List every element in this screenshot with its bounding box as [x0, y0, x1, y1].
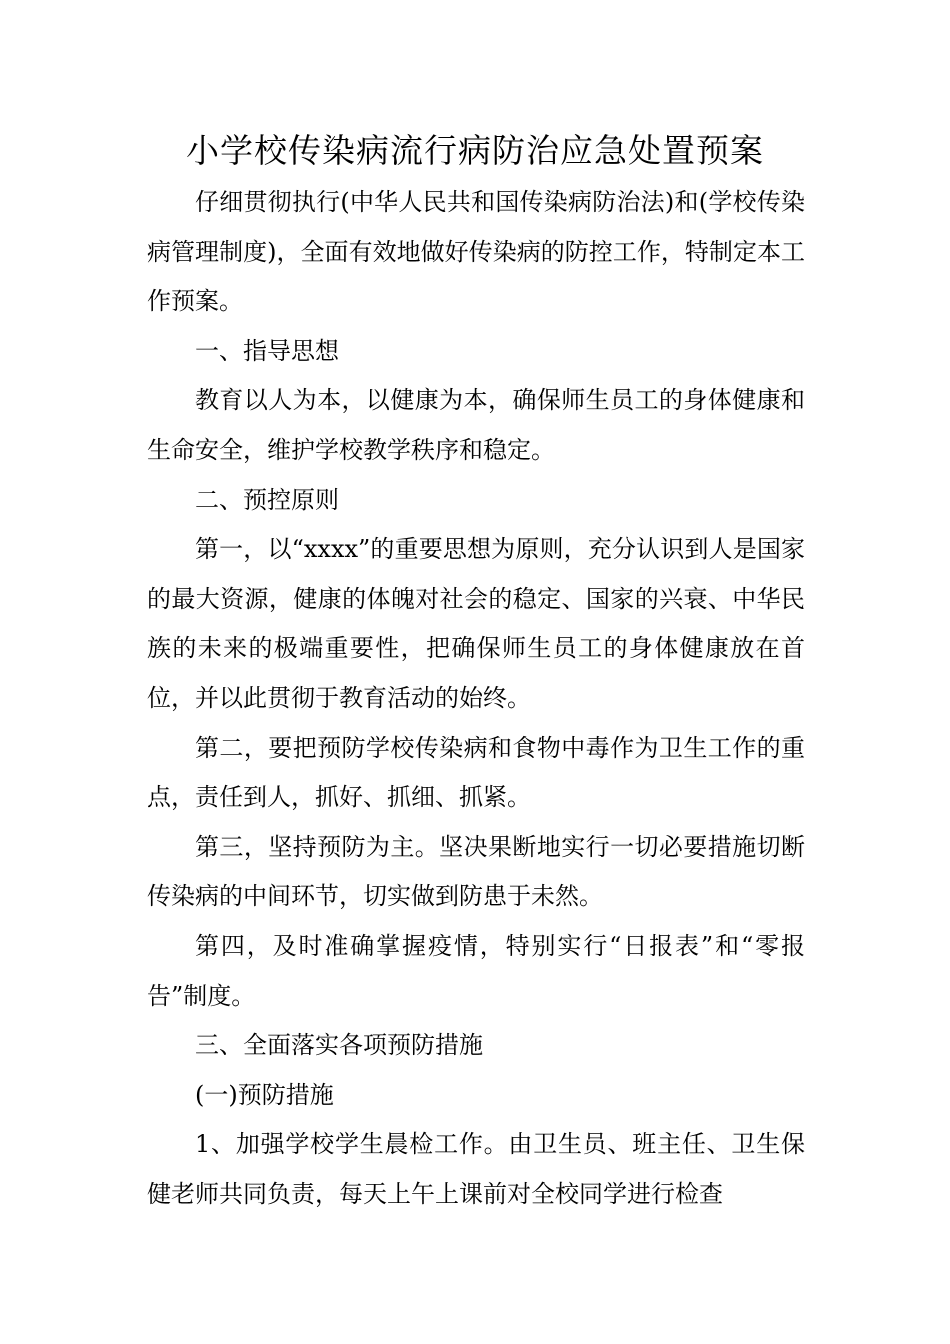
document-body: [147, 178, 805, 1219]
paragraph-principle-2: 第二，要把预防学校传染病和食物中毒作为卫生工作的重点，责任到人，抓好、抓细、抓紧。: [147, 733, 805, 812]
paragraph-principle-4: 第四，及时准确掌握疫情，特别实行“日报表”和“零报告”制度。: [147, 931, 805, 1010]
paragraph-intro: 仔细贯彻执行(中华人民共和国传染病防治法)和(学校传染病管理制度)，全面有效地做好传染病的防控工作，特制定本工作预案。: [147, 188, 805, 316]
paragraph-guiding-ideology: 教育以人为本，以健康为本，确保师生员工的身体健康和生命安全，维护学校教学秩序和稳定。: [147, 386, 805, 464]
paragraph-principle-1: 第一，以“xxxx”的重要思想为原则，充分认识到人是国家的最大资源，健康的体魄对社会的稳定、国家的兴衰、中华民族的未来的极端重要性，把确保师生员工的身体健康放在首位，并以此贯彻于教育活动的始终。: [147, 535, 805, 712]
document-title: 小学校传染病流行病防治应急处置预案: [186, 131, 764, 170]
section-heading-prevention-measures: 三、全面落实各项预防措施: [195, 1031, 483, 1060]
paragraph-measure-1: 1、加强学校学生晨检工作。由卫生员、班主任、卫生保健老师共同负责，每天上午上课前对全校同学进行检查: [147, 1130, 805, 1208]
subsection-heading-measures: (一)预防措施: [195, 1080, 334, 1109]
paragraph-principle-3: 第三，坚持预防为主。坚决果断地实行一切必要措施切断传染病的中间环节，切实做到防患于未然。: [147, 832, 805, 911]
section-heading-prevention-principles: 二、预控原则: [195, 485, 339, 514]
section-heading-guiding-ideology: 一、指导思想: [195, 336, 339, 365]
